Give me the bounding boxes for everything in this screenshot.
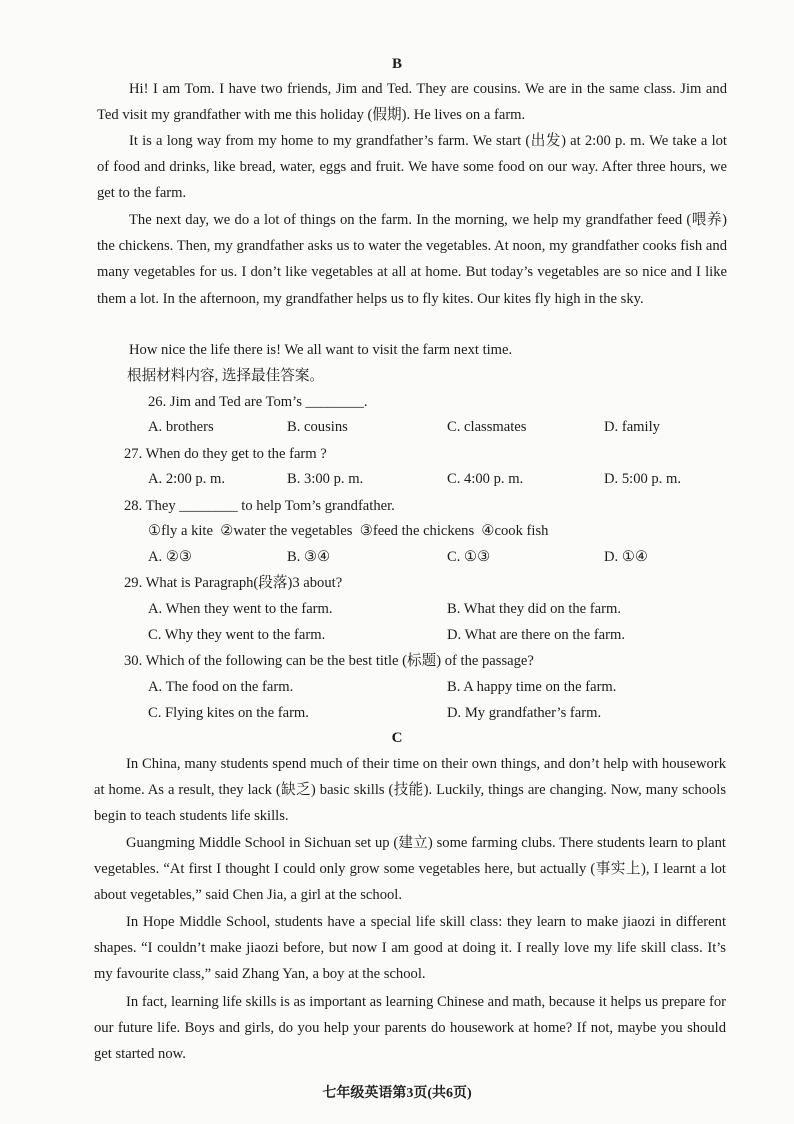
passage-b-paragraph-2: It is a long way from my home to my grandfather’s farm. We start (出发) at 2:00 p. m. We take a lot of food and drinks, like bread, water, eggs and fruit. We have some food on our way. After three hours, we get to the farm. [97, 133, 727, 202]
q28-option-c: C. ①③ [447, 549, 491, 565]
q27-option-d: D. 5:00 p. m. [604, 471, 682, 487]
question-28: 28. They ________ to help Tom’s grandfather. [124, 498, 395, 514]
q27-option-c: C. 4:00 p. m. [447, 471, 524, 487]
question-30: 30. Which of the following can be the best title (标题) of the passage? [124, 653, 534, 669]
q27-option-b: B. 3:00 p. m. [287, 471, 364, 487]
q26-option-c: C. classmates [447, 419, 527, 435]
q28-option-d: D. ①④ [604, 549, 649, 565]
q26-option-b: B. cousins [287, 419, 348, 435]
q30-option-c: C. Flying kites on the farm. [148, 705, 309, 721]
q30-option-b: B. A happy time on the farm. [447, 679, 617, 695]
passage-b-paragraph-4: How nice the life there is! We all want to visit the farm next time. [129, 342, 513, 358]
q28-option-a: A. ②③ [148, 549, 193, 565]
page-footer: 七年级英语第3页(共6页) [322, 1086, 472, 1101]
q29-option-d: D. What are there on the farm. [447, 627, 626, 643]
q28-option-b: B. ③④ [287, 549, 331, 565]
q29-option-a: A. When they went to the farm. [148, 601, 333, 617]
section-c-heading: C [391, 730, 403, 746]
section-b-heading: B [391, 56, 402, 72]
q27-option-a: A. 2:00 p. m. [148, 471, 226, 487]
q29-option-c: C. Why they went to the farm. [148, 627, 326, 643]
question-26: 26. Jim and Ted are Tom’s ________. [148, 394, 368, 410]
question-29: 29. What is Paragraph(段落)3 about? [124, 575, 343, 591]
passage-b-paragraph-3: The next day, we do a lot of things on the farm. In the morning, we help my grandfather feed (喂养) the chickens. Then, my grandfather asks us to water the vegetables. At noon, my grandfather cooks fish and many vegetables for us. I don’t like vegetables at all at home. But today’s vegetables are so nice and I like them a lot. In the afternoon, my grandfather helps us to fly kites. Our kites fly high in the sky. [97, 212, 727, 307]
passage-c-paragraph-3: In Hope Middle School, students have a special life skill class: they learn to make jiaozi in different shapes. “I couldn’t make jiaozi before, but now I am good at doing it. I really love my life skill class. It’s my favourite class,” said Zhang Yan, a boy at the school. [94, 914, 726, 983]
q29-option-b: B. What they did on the farm. [447, 601, 622, 617]
q30-option-a: A. The food on the farm. [148, 679, 294, 695]
q26-option-a: A. brothers [148, 419, 214, 435]
q28-choices: ①fly a kite ②water the vegetables ③feed the chickens ④cook fish [148, 523, 549, 539]
instruction: 根据材料内容, 选择最佳答案。 [127, 368, 325, 384]
passage-c-paragraph-4: In fact, learning life skills is as important as learning Chinese and math, because it helps us prepare for our future life. Boys and girls, do you help your parents do housework at home? If not, maybe you should get started now. [94, 994, 726, 1063]
q26-option-d: D. family [604, 419, 660, 435]
question-27: 27. When do they get to the farm ? [124, 446, 327, 462]
passage-c-paragraph-2: Guangming Middle School in Sichuan set up (建立) some farming clubs. There students learn to plant vegetables. “At first I thought I could only grow some vegetables here, but actually (事实上), I learnt a lot about vegetables,” said Chen Jia, a girl at the school. [94, 835, 726, 904]
passage-c-paragraph-1: In China, many students spend much of their time on their own things, and don’t help with housework at home. As a result, they lack (缺乏) basic skills (技能). Luckily, things are changing. Now, many schools begin to teach students life skills. [94, 756, 726, 825]
passage-b-paragraph-1: Hi! I am Tom. I have two friends, Jim and Ted. They are cousins. We are in the same class. Jim and Ted visit my grandfather with me this holiday (假期). He lives on a farm. [97, 81, 727, 124]
q30-option-d: D. My grandfather’s farm. [447, 705, 602, 721]
